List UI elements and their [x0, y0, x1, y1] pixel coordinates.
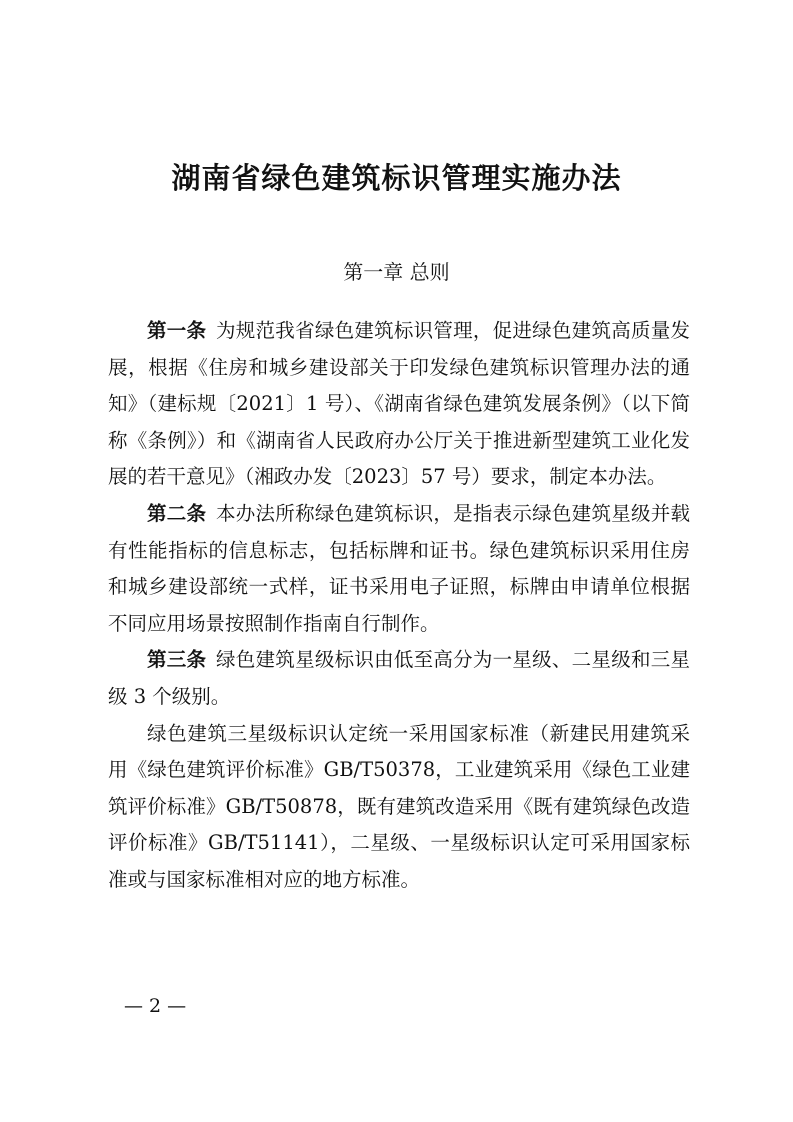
article-3-paragraph — [108, 642, 690, 715]
article-text: 绿色建筑星级标识由低至高分为一星级、二星级和三星级 3 个级别。 — [108, 648, 690, 708]
article-label: 第三条 — [147, 648, 207, 672]
article-label: 第二条 — [147, 501, 207, 525]
chapter-heading: 第一章 总则 — [343, 260, 450, 284]
article-3-continuation-paragraph — [108, 716, 690, 899]
article-1-paragraph — [108, 313, 690, 496]
article-text: 为规范我省绿色建筑标识管理，促进绿色建筑高质量发展，根据《住房和城乡建设部关于印发绿色建筑标识管理办法的通知》（建标规〔2021〕1 号）、《湖南省绿色建筑发展条例》（以下简称《条例》）和《湖南省人民政府办公厅关于推进新型建筑工业化发展的若干意见》（湘政办发〔2023〕57 号）要求，制定本办法。 — [108, 319, 690, 489]
document-title: 湖南省绿色建筑标识管理实施办法 — [171, 161, 622, 195]
document-body — [108, 313, 690, 899]
paragraph-text: 绿色建筑三星级标识认定统一采用国家标准（新建民用建筑采用《绿色建筑评价标准》GB/T50378，工业建筑采用《绿色工业建筑评价标准》GB/T50878，既有建筑改造采用《既有建筑绿色改造评价标准》GB/T51141），二星级、一星级标识认定可采用国家标准或与国家标准相对应的地方标准。 — [108, 721, 690, 891]
article-label: 第一条 — [147, 319, 207, 342]
page-number: — 2 — — [124, 995, 187, 1017]
article-2-paragraph — [108, 496, 690, 642]
article-text: 本办法所称绿色建筑标识，是指表示绿色建筑星级并载有性能指标的信息标志，包括标牌和证书。绿色建筑标识采用住房和城乡建设部统一式样，证书采用电子证照，标牌由申请单位根据不同应用场景按照制作指南自行制作。 — [108, 501, 690, 635]
